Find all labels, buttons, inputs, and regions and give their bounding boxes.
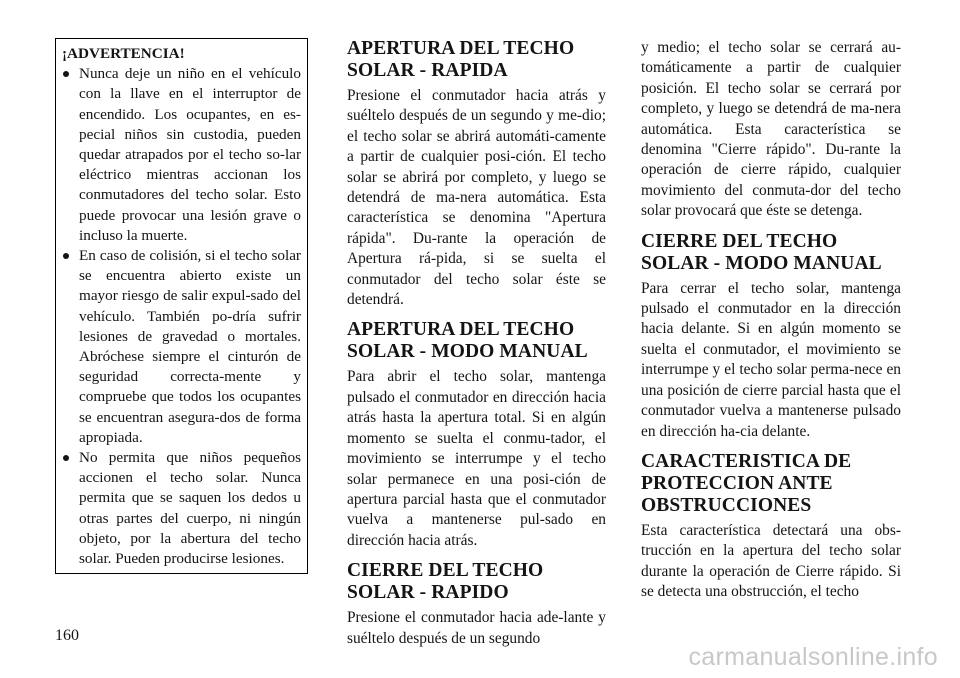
heading-line: APERTURA DEL TECHO xyxy=(347,38,575,59)
section-heading-apertura-manual xyxy=(347,319,606,363)
heading-line: CIERRE DEL TECHO xyxy=(641,230,838,252)
section-heading-proteccion-obstrucciones xyxy=(641,451,901,517)
right-column xyxy=(641,38,901,603)
heading-line: SOLAR - MODO MANUAL xyxy=(641,252,882,274)
warning-item: No permita que niños pequeños accionen el techo solar. Nunca permita que se saquen los dedos u otras partes del cuerpo, ni ningún objeto, por la abertura del techo solar. Pueden producirse lesiones. xyxy=(62,448,301,569)
heading-line: APERTURA DEL TECHO xyxy=(347,319,575,341)
section-heading-cierre-rapido xyxy=(347,560,606,604)
heading-line: SOLAR - RAPIDO xyxy=(347,582,509,604)
heading-line: SOLAR - MODO MANUAL xyxy=(347,341,588,363)
warning-item: En caso de colisión, si el techo solar se encuentra abierto existe un mayor riesgo de salir expul-sado del vehículo. También po-dría sufrir lesiones de gravedad o mortales. Abróchese siempre el cinturón de seguridad correcta-mente y compruebe que todos los ocupantes se encuentran asegura-dos de forma apropiada. xyxy=(62,246,301,448)
heading-line: PROTECCION ANTE xyxy=(641,472,833,494)
heading-line: SOLAR - RAPIDA xyxy=(347,60,508,81)
middle-column xyxy=(347,38,606,649)
section-body-proteccion-obstrucciones: Esta característica detectará una obs-trucción en la apertura del techo solar durante la operación de Cierre rápido. Si se detecta una obstrucción, el techo xyxy=(641,521,901,601)
watermark: carmanualsonline.info xyxy=(688,643,938,671)
warning-item: Nunca deje un niño en el vehículo con la llave en el interruptor de encendido. Los ocupantes, en es-pecial niños sin custodia, pueden quedar atrapados por el techo so-lar eléctrico mientras accionan los conmutadores del techo solar. Esto puede provocar una lesión grave o incluso la muerte. xyxy=(62,64,301,246)
section-body-cierre-manual: Para cerrar el techo solar, mantenga pulsado el conmutador en la dirección hacia delante. Si en algún momento se suelta el conmutador, el movimiento se interrumpe y el techo solar perma-nece en una posición de cierre parcial hasta que el conmutador vuelva a mantenerse pulsado en dirección ha-cia delante. xyxy=(641,279,901,440)
section-body-cierre-rapido-part1: Presione el conmutador hacia ade-lante y suéltelo después de un segundo xyxy=(347,609,606,647)
section-body-apertura-rapida: Presione el conmutador hacia atrás y suéltelo después de un segundo y me-dio; el techo solar se abrirá automáti-camente a partir de cualquier posi-ción. El techo solar se abrirá por completo, y luego se detendrá de ma-nera automática. Esta característica se denomina "Apertura rápida". Du-rante la operación de Apertura rá-pida, si se suelta el conmutador del techo solar éste se detendrá. xyxy=(347,87,606,309)
section-heading-apertura-rapida xyxy=(347,38,606,82)
heading-line: OBSTRUCCIONES xyxy=(641,494,812,516)
section-heading-cierre-manual xyxy=(641,231,901,275)
warning-list xyxy=(62,64,301,569)
section-body-cierre-rapido-part2: y medio; el techo solar se cerrará au-tomáticamente a partir de cualquier posición. El techo solar se cerrará por completo, y luego se detendrá de ma-nera automática. Esta característica se denomina "Cierre rápido". Du-rante la operación de cierre rápido, cualquier movimiento del conmuta-dor del techo solar provocará que éste se detenga. xyxy=(641,39,901,220)
warning-column xyxy=(55,38,308,574)
warning-title: ¡ADVERTENCIA! xyxy=(62,45,185,62)
warning-box xyxy=(55,38,308,574)
section-body-apertura-manual: Para abrir el techo solar, mantenga pulsado el conmutador en dirección hacia atrás hasta la apertura total. Si en algún momento se suelta el conmu-tador, el movimiento se interrumpe y el techo solar permanece en una posi-ción de apertura parcial hasta que el conmutador vuelva a mantenerse pul-sado en dirección hacia atrás. xyxy=(347,368,606,549)
page-number: 160 xyxy=(55,627,79,644)
heading-line: CIERRE DEL TECHO xyxy=(347,560,544,582)
heading-line: CARACTERISTICA DE xyxy=(641,450,852,472)
